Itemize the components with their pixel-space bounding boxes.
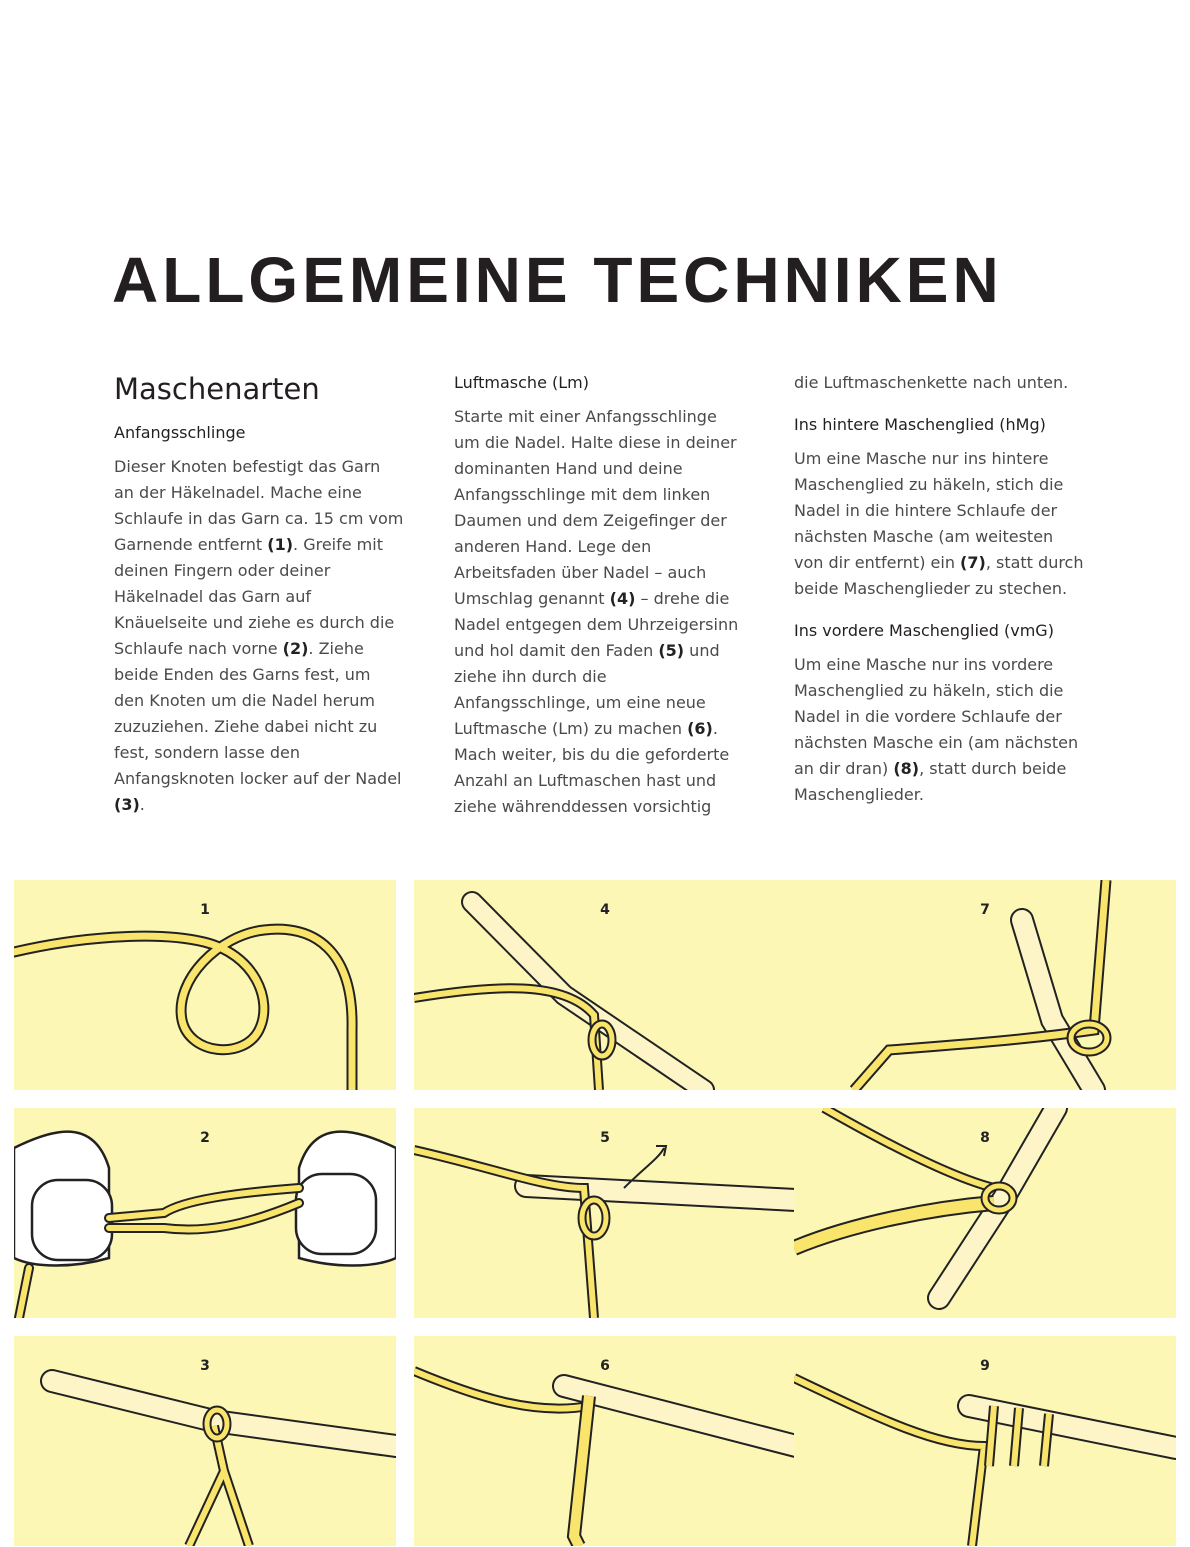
step-number-6: 6	[600, 1358, 610, 1374]
page-title: ALLGEMEINE TECHNIKEN	[112, 244, 1003, 316]
heading-luftmasche: Luftmasche (Lm)	[454, 373, 589, 392]
heading-vorderes-maschenglied: Ins vordere Maschenglied (vmG)	[794, 621, 1054, 640]
column-1	[114, 370, 404, 818]
step-number-1: 1	[200, 902, 210, 918]
text-vorderes-maschenglied: Um eine Masche nur ins vordere Maschenglied zu häkeln, stich die Nadel in die vordere Schlaufe der nächsten Masche ein (am nächsten an dir dran) (8), statt durch beide Maschenglieder.	[794, 655, 1079, 804]
text-continuation: die Luftmaschenkette nach unten.	[794, 373, 1069, 392]
heading-anfangsschlinge: Anfangsschlinge	[114, 423, 246, 442]
text-hinteres-maschenglied: Um eine Masche nur ins hintere Maschenglied zu häkeln, stich die Nadel in die hintere Schlaufe der nächsten Masche (am weitesten von dir entfernt) ein (7), statt durch beide Maschenglieder zu stechen.	[794, 449, 1084, 598]
step-number-3: 3	[200, 1358, 210, 1374]
step-number-9: 9	[980, 1358, 990, 1374]
column-2	[454, 370, 744, 820]
step-number-2: 2	[200, 1130, 210, 1146]
illustration-panel-3	[14, 1336, 396, 1546]
column-3	[794, 370, 1084, 808]
heading-hinteres-maschenglied: Ins hintere Maschenglied (hMg)	[794, 415, 1046, 434]
illustration-panel-4	[414, 880, 796, 1090]
illustration-panel-7	[794, 880, 1176, 1090]
step-number-5: 5	[600, 1130, 610, 1146]
illustration-panel-5	[414, 1108, 796, 1318]
text-luftmasche: Starte mit einer Anfangsschlinge um die Nadel. Halte diese in deiner dominanten Hand und deine Anfangsschlinge mit dem linken Daumen und dem Zeigefinger der anderen Hand. Lege den Arbeitsfaden über Nadel – auch Umschlag genannt (4) – drehe die Nadel entgegen dem Uhrzeigersinn und hol damit den Faden (5) und ziehe ihn durch die Anfangsschlinge, um eine neue Luftmasche (Lm) zu machen (6). Mach weiter, bis du die geforderte Anzahl an Luftmaschen hast und ziehe währenddessen vorsichtig	[454, 407, 739, 816]
text-anfangsschlinge: Dieser Knoten befestigt das Garn an der Häkelnadel. Mache eine Schlaufe in das Garn ca. 15 cm vom Garnende entfernt (1). Greife mit deinen Fingern oder deiner Häkelnadel das Garn auf Knäuelseite und ziehe es durch die Schlaufe nach vorne (2). Ziehe beide Enden des Garns fest, um den Knoten um die Nadel herum zuzuziehen. Ziehe dabei nicht zu fest, sondern lasse den Anfangsknoten locker auf der Nadel (3).	[114, 457, 404, 814]
illustration-panel-6	[414, 1336, 796, 1546]
illustration-panel-8	[794, 1108, 1176, 1318]
illustration-panel-1	[14, 880, 396, 1090]
step-number-8: 8	[980, 1130, 990, 1146]
section-heading: Maschenarten	[114, 372, 320, 406]
step-number-7: 7	[980, 902, 990, 918]
step-number-4: 4	[600, 902, 610, 918]
illustration-panel-2	[14, 1108, 396, 1318]
illustration-panel-9	[794, 1336, 1176, 1546]
